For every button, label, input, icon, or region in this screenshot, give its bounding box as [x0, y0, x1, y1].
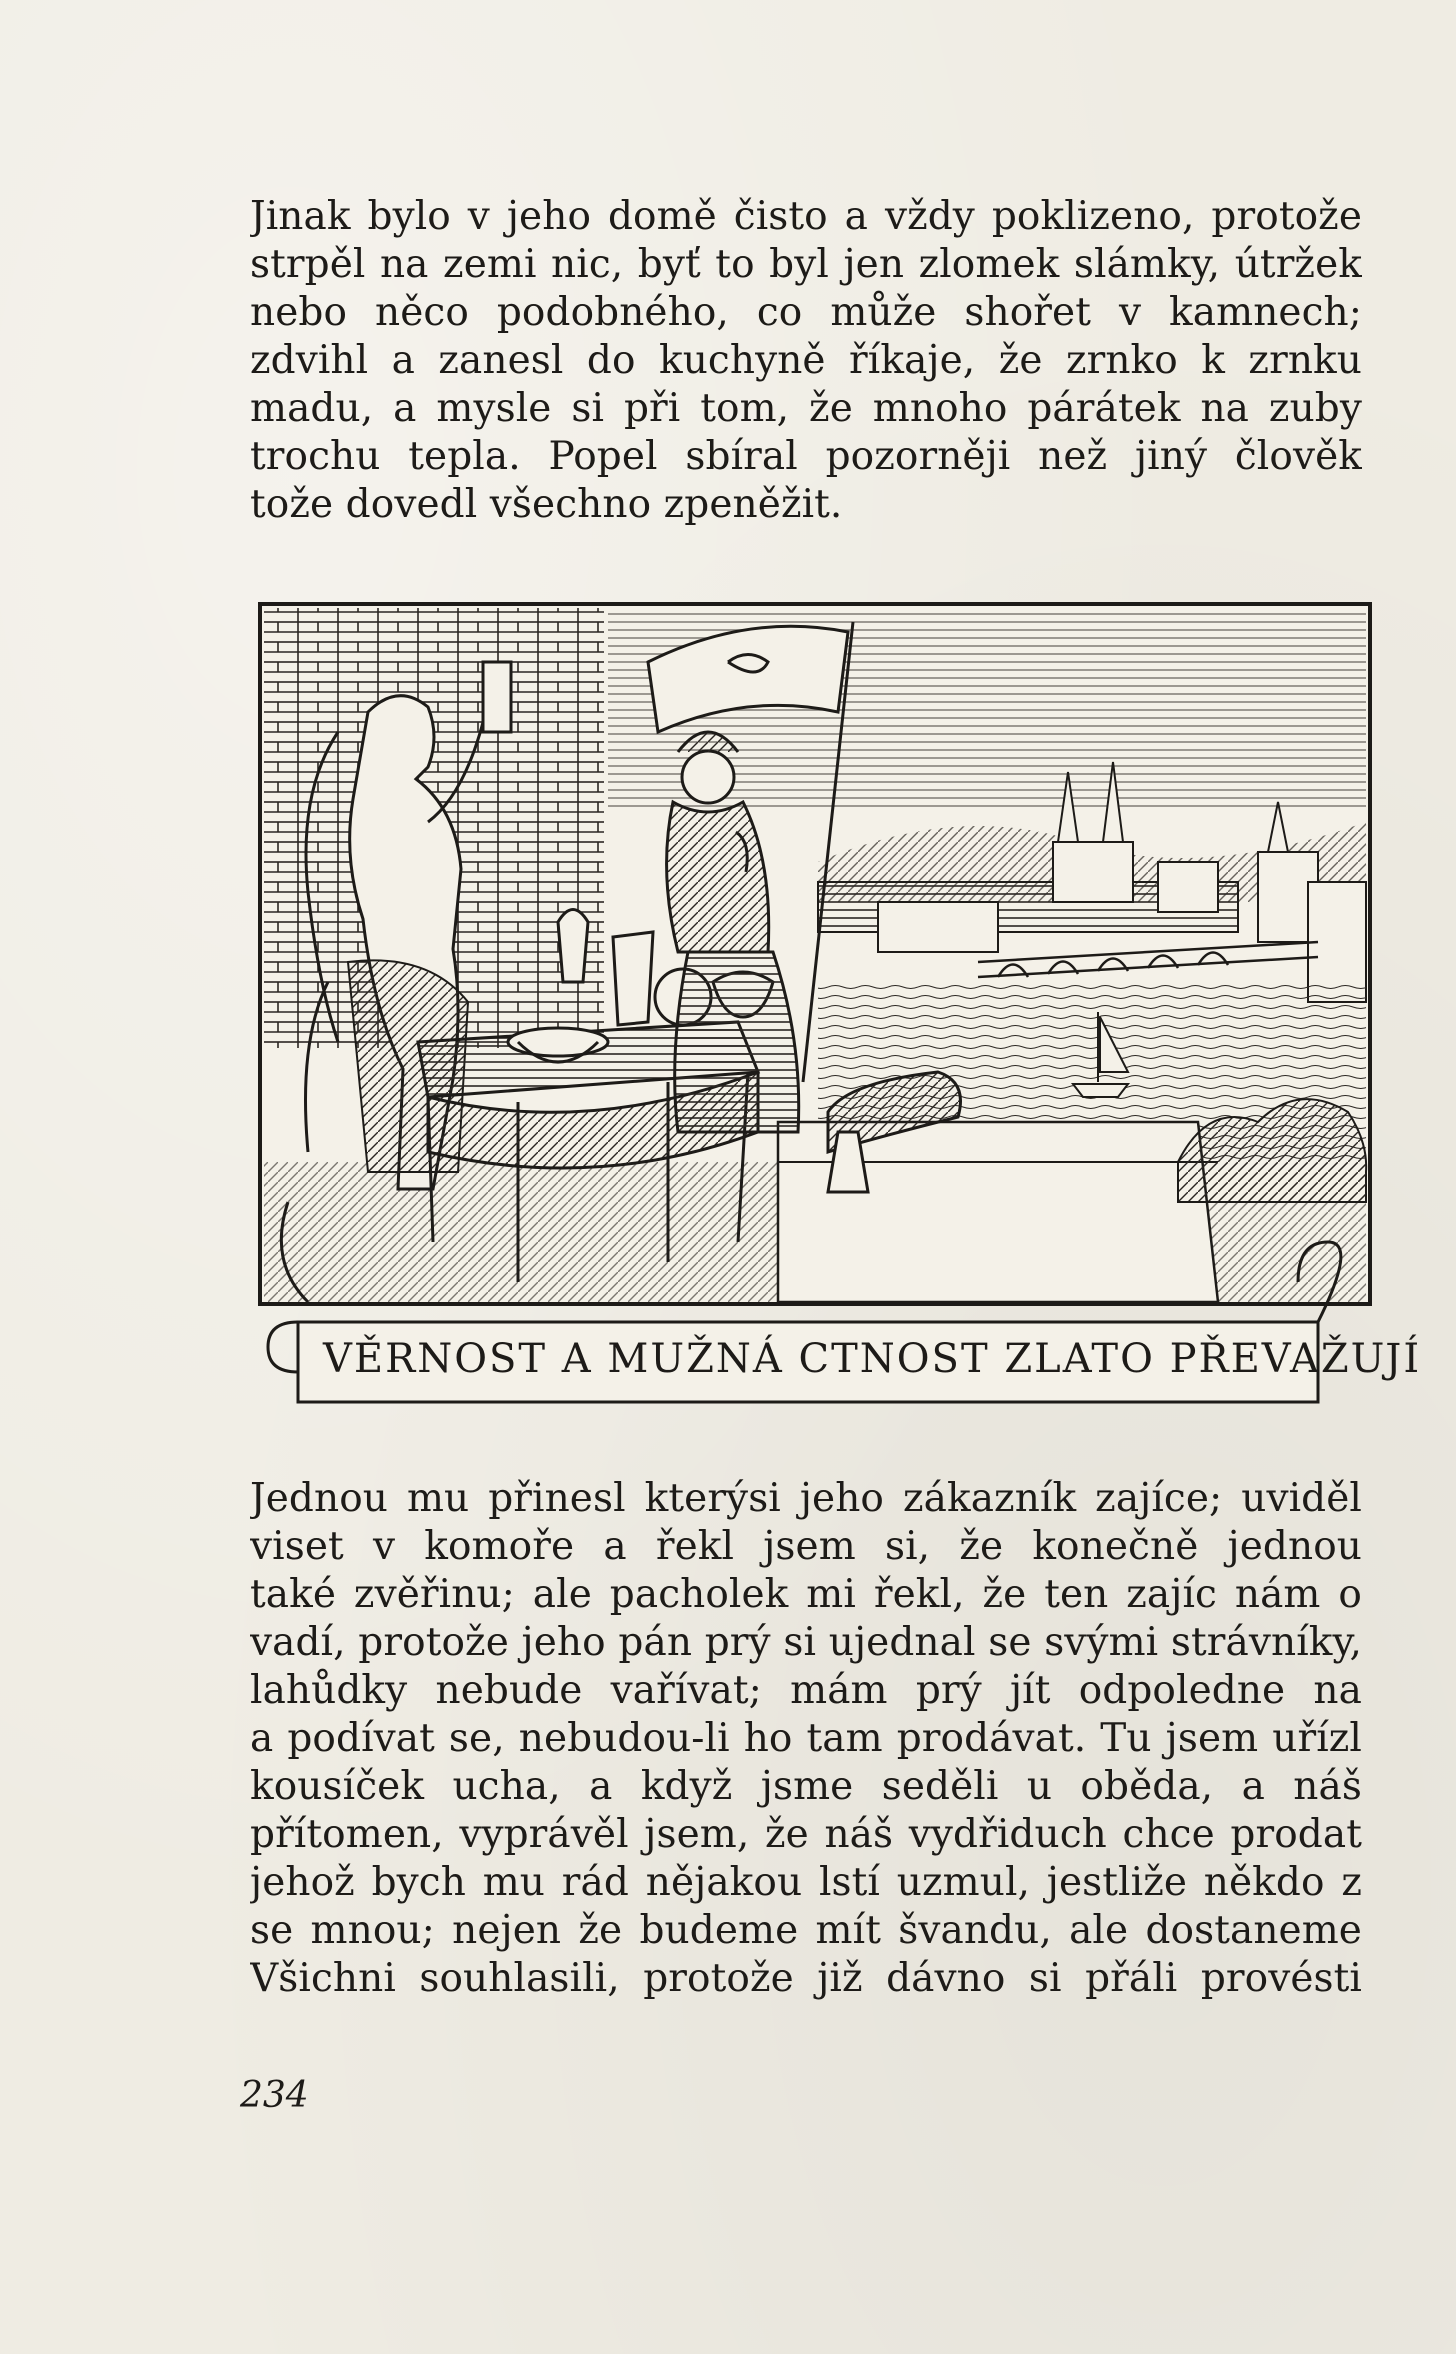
text-line: viset v komoře a řekl jsem si, že konečně jednou — [250, 1524, 1362, 1569]
text-line: madu, a mysle si při tom, že mnoho párátek na zuby — [250, 386, 1362, 431]
text-line: Jinak bylo v jeho domě čisto a vždy poklizeno, protože — [250, 194, 1362, 239]
paragraph-bottom — [250, 1475, 1362, 2003]
text-line: kousíček ucha, a když jsme seděli u oběda, a náš — [250, 1764, 1362, 1809]
illustration-caption: VĚRNOST A MUŽNÁ CTNOST ZLATO PŘEVAŽUJÍ — [323, 1336, 1422, 1382]
woodcut-illustration — [258, 602, 1422, 1410]
text-line: jehož bych mu rád nějakou lstí uzmul, jestliže někdo z — [250, 1860, 1362, 1905]
text-line: Jednou mu přinesl kterýsi jeho zákazník zajíce; uviděl — [250, 1476, 1362, 1521]
text-line: lahůdky nebude vařívat; mám prý jít odpoledne na — [250, 1668, 1362, 1713]
text-line: tože dovedl všechno zpeněžit. — [250, 482, 843, 527]
text-line: a podívat se, nebudou-li ho tam prodávat. Tu jsem uřízl — [250, 1716, 1362, 1761]
paragraph-top — [250, 193, 1362, 529]
text-line: zdvihl a zanesl do kuchyně říkaje, že zrnko k zrnku — [250, 338, 1362, 383]
text-line: se mnou; nejen že budeme mít švandu, ale dostaneme — [250, 1908, 1362, 1953]
text-line: vadí, protože jeho pán prý si ujednal se svými strávníky, — [250, 1620, 1362, 1665]
text-line: přítomen, vyprávěl jsem, že náš vydřiduch chce prodat — [250, 1812, 1362, 1857]
text-line: nebo něco podobného, co může shořet v kamnech; — [250, 290, 1362, 335]
text-line: Všichni souhlasili, protože již dávno si přáli provésti — [250, 1956, 1362, 2001]
text-line: strpěl na zemi nic, byť to byl jen zlomek slámky, útržek — [250, 242, 1362, 287]
text-line: trochu tepla. Popel sbíral pozorněji než jiný člověk — [250, 434, 1362, 479]
text-line: také zvěřinu; ale pacholek mi řekl, že ten zajíc nám o — [250, 1572, 1362, 1617]
page-number: 234 — [240, 2075, 309, 2116]
